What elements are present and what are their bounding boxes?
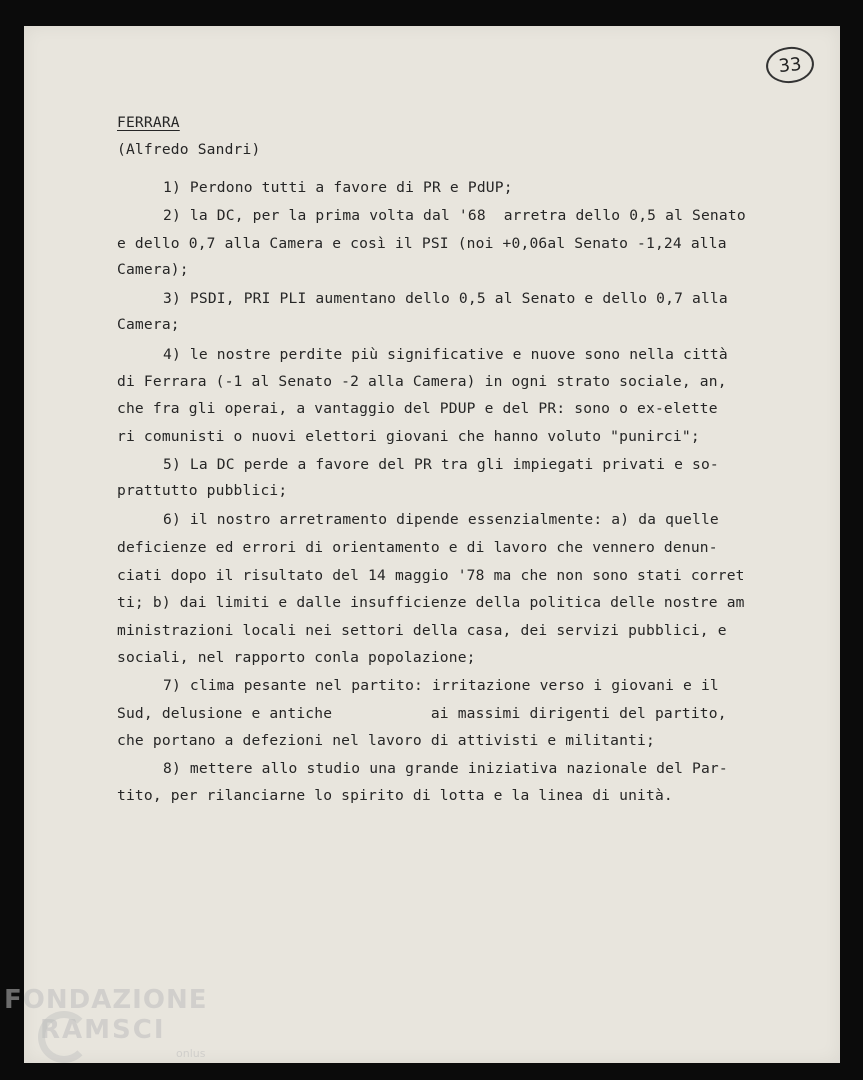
body-line: 2) la DC, per la prima volta dal '68 arretra dello 0,5 al Senato — [163, 207, 746, 224]
body-line: 4) le nostre perdite più significative e nuove sono nella città — [163, 346, 728, 363]
body-line: 6) il nostro arretramento dipende essenzialmente: a) da quelle — [163, 511, 719, 528]
body-line: 8) mettere allo studio una grande iniziativa nazionale del Par- — [163, 760, 728, 777]
body-line: di Ferrara (-1 al Senato -2 alla Camera) in ogni strato sociale, an, — [117, 373, 727, 390]
body-line: sociali, nel rapporto conla popolazione; — [117, 649, 476, 666]
body-line: Camera; — [117, 316, 180, 333]
body-line: 3) PSDI, PRI PLI aumentano dello 0,5 al Senato e dello 0,7 alla — [163, 290, 728, 307]
body-line: ri comunisti o nuovi elettori giovani che hanno voluto "punirci"; — [117, 428, 700, 445]
body-line: 1) Perdono tutti a favore di PR e PdUP; — [163, 179, 513, 196]
body-line: ti; b) dai limiti e dalle insufficienze della politica delle nostre am — [117, 594, 745, 611]
body-line: prattutto pubblici; — [117, 482, 288, 499]
page-number: 33 — [764, 45, 816, 86]
body-line: Camera); — [117, 261, 189, 278]
body-line: ciati dopo il risultato del 14 maggio '78 ma che non sono stati corret — [117, 567, 745, 584]
body-line: Sud, delusione e antiche ai massimi dirigenti del partito, — [117, 705, 727, 722]
document-title: FERRARA — [117, 114, 180, 131]
document-author: (Alfredo Sandri) — [117, 141, 261, 158]
body-line: e dello 0,7 alla Camera e così il PSI (noi +0,06al Senato -1,24 alla — [117, 235, 727, 252]
watermark-line3: onlus — [176, 1047, 206, 1060]
body-line: che fra gli operai, a vantaggio del PDUP e del PR: sono o ex-elette — [117, 400, 718, 417]
body-line: che portano a defezioni nel lavoro di attivisti e militanti; — [117, 732, 655, 749]
body-line: 5) La DC perde a favore del PR tra gli impiegati privati e so- — [163, 456, 719, 473]
watermark-line2: RAMSCI — [40, 1015, 166, 1045]
watermark-line1: FONDAZIONE — [4, 985, 208, 1015]
fondazione-gramsci-watermark — [4, 985, 234, 1075]
body-line: ministrazioni locali nei settori della casa, dei servizi pubblici, e — [117, 622, 727, 639]
body-line: deficienze ed errori di orientamento e di lavoro che vennero denun- — [117, 539, 718, 556]
body-line: 7) clima pesante nel partito: irritazione verso i giovani e il — [163, 677, 719, 694]
body-line: tito, per rilanciarne lo spirito di lotta e la linea di unità. — [117, 787, 673, 804]
